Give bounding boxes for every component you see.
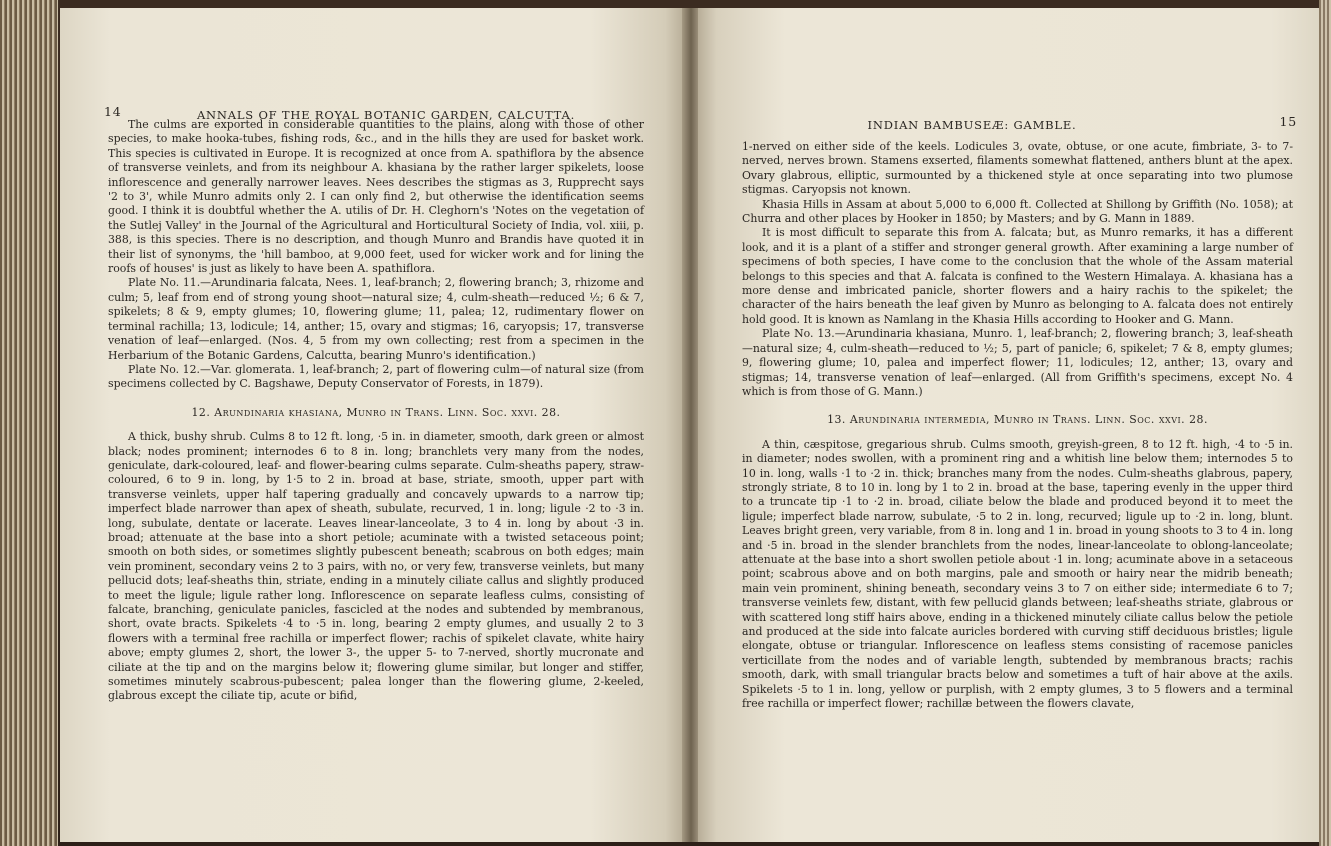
right-page [698, 8, 1321, 842]
species-heading-12: 12. Arundinaria khasiana, Munro in Trans. Linn. Soc. xxvi. 28. [191, 405, 561, 419]
species-heading-13: 13. Arundinaria intermedia, Munro in Trans. Linn. Soc. xxvi. 28. [827, 413, 1208, 427]
right-running-title: INDIAN BAMBUSEÆ: GAMBLE. [867, 118, 1077, 132]
right-paragraph-2: Khasia Hills in Assam at about 5,000 to 6,000 ft. Collected at Shillong by Griffith (No. 1058); at Churra and other places by Hooker in 1850; by Masters; and by G. Mann in 1889. [742, 197, 1293, 226]
right-body-text [742, 140, 1293, 711]
left-plate-12: Plate No. 12.—Var. glomerata. 1, leaf-branch; 2, part of flowering culm—of natural size (from specimens collected by C. Bagshawe, Deputy Conservator of Forests, in 1879). [108, 362, 644, 391]
left-plate-11: Plate No. 11.—Arundinaria falcata, Nees. 1, leaf-branch; 2, flowering branch; 3, rhizome and culm; 5, leaf from end of strong young shoot—natural size; 4, culm-sheath—reduced ½; 6 & 7, spikelets; 8 & 9, empty glumes; 10, flowering glume; 11, palea; 12, rudimentary flower on terminal rachilla; 13, lodicule; 14, anther; 15, ovary and stigmas; 16, caryopsis; 17, transverse venation of leaf—enlarged. (Nos. 4, 5 from my own collecting; rest from a specimen in the Herbarium of the Botanic Gardens, Calcutta, bearing Munro's identification.) [108, 276, 644, 362]
page-edges-left [0, 0, 58, 846]
left-body-text [108, 118, 644, 704]
left-page [60, 8, 684, 842]
page-edges-right [1319, 0, 1331, 846]
right-folio: 15 [1279, 114, 1297, 129]
right-paragraph-1: 1-nerved on either side of the keels. Lodicules 3, ovate, obtuse, or one acute, fimbriate, 3- to 7-nerved, nerves brown. Stamens exserted, filaments somewhat flattened, anthers blunt at the apex. Ovary glabrous, elliptic, surmounted by a thickened style at once separating into two plumose stigmas. Caryopsis not known. [742, 140, 1293, 197]
right-description: A thin, cæspitose, gregarious shrub. Culms smooth, greyish-green, 8 to 12 ft. high, ·4 to ·5 in. in diameter; nodes swollen, with a prominent ring and a whitish line below them; internodes 5 to 10 in. long, walls ·1 to ·2 in. thick; branches many from the nodes. Culm-sheaths glabrous, papery, strongly striate, 8 to 10 in. long by 1 to 2 in. broad at the base, tapering evenly in the upper third to a truncate tip ·1 to ·2 in. broad, ciliate below the blade and produced beyond it to meet the ligule; imperfect blade narrow, subulate, ·5 to 2 in. long, recurved; ligule up to ·2 in. long, blunt. Leaves bright green, very variable, from 8 in. long and 1 in. broad in young shoots to 3 to 4 in. long and ·5 in. broad in the slender branchlets from the nodes, linear-lanceolate to oblong-lanceolate; attenuate at the base into a short swollen petiole about ·1 in. long; acuminate above in a setaceous point; scabrous above and on both margins, pale and smooth or hairy near the midrib beneath; main vein prominent, shining beneath, secondary veins 3 to 7 on either side; intermediate 6 to 7; transverse veinlets few, distant, with few pellucid glands between; leaf-sheaths striate, glabrous or with scattered long stiff hairs above, ending in a thickened minutely ciliate callus below the petiole and produced at the side into falcate auricles bordered with curving stiff deciduous bristles; ligule elongate, obtuse or triangular. Inflorescence on leafless stems consisting of racemose panicles verticillate from the nodes and of variable length, subtended by membranous bracts; rachis smooth, dark, with small triangular bracts below and sometimes a tuft of hair above at the axils. Spikelets ·5 to 1 in. long, yellow or purplish, with 2 empty glumes, 3 to 5 flowers and a terminal free rachilla or imperfect flower; rachillæ between the flowers clavate, [742, 437, 1293, 711]
left-description: A thick, bushy shrub. Culms 8 to 12 ft. long, ·5 in. in diameter, smooth, dark green or almost black; nodes prominent; internodes 6 to 8 in. long; branchlets very many from the nodes, geniculate, dark-coloured, leaf- and flower-bearing culms separate. Culm-sheaths papery, straw-coloured, 6 to 9 in. long, by 1·5 to 2 in. broad at base, striate, smooth, upper part with transverse veinlets, upper half tapering gradually and concavely upwards to a narrow tip; imperfect blade narrower than apex of sheath, subulate, recurved, 1 in. long; ligule ·2 to ·3 in. long, subulate, dentate or lacerate. Leaves linear-lanceolate, 3 to 4 in. long by about ·3 in. broad; attenuate at the base into a short petiole; acuminate with a twisted setaceous point; smooth on both sides, or sometimes slightly pubescent beneath; scabrous on both edges; main vein prominent, secondary veins 2 to 3 pairs, with no, or very few, transverse veinlets, but many pellucid dots; leaf-sheaths thin, striate, ending in a minutely ciliate callus and slightly produced to meet the ligule; ligule rather long. Inflorescence on separate leafless culms, consisting of falcate, branching, geniculate panicles, fascicled at the nodes and subtended by membranous, short, ovate bracts. Spikelets ·4 to ·5 in. long, bearing 2 empty glumes, and usually 2 to 3 flowers with a terminal free rachilla or imperfect flower; rachis of spikelet clavate, white hairy above; empty glumes 2, short, the lower 3-, the upper 5- to 7-nerved, shortly mucronate and ciliate at the tip and on the margins below it; flowering glume similar, but longer and stiffer, sometimes minutely scabrous-pubescent; palea longer than the flowering glume, 2-keeled, glabrous except the ciliate tip, acute or bifid, [108, 430, 644, 703]
left-folio: 14 [104, 104, 122, 119]
left-running-title: ANNALS OF THE ROYAL BOTANIC GARDEN, CALCUTTA. [196, 108, 576, 122]
right-paragraph-3: It is most difficult to separate this from A. falcata; but, as Munro remarks, it has a different look, and it is a plant of a stiffer and stronger general growth. After examining a large number of specimens of both species, I have come to the conclusion that the whole of the Assam material belongs to this species and that A. falcata is confined to the Western Himalaya. A. khasiana has a more dense and imbricated panicle, shorter flowers and a hairy rachis to the spikelet; the character of the hairs beneath the leaf given by Munro as belonging to A. falcata does not entirely hold good. It is known as Namlang in the Khasia Hills according to Hooker and G. Mann. [742, 226, 1293, 326]
left-paragraph-1: The culms are exported in considerable quantities to the plains, along with those of other species, to make hooka-tubes, fishing rods, &c., and in the hills they are used for basket work. This species is cultivated in Europe. It is recognized at once from A. spathiflora by the absence of transverse veinlets, and from its neighbour A. khasiana by the rather larger spikelets, loose inflorescence and generally narrower leaves. Nees describes the stigmas as 3, Rupprecht says '2 to 3', while Munro admits only 2. I can only find 2, but otherwise the identification seems good. I think it is doubtful whether the A. utilis of Dr. H. Cleghorn's 'Notes on the vegetation of the Sutlej Valley' in the Journal of the Agricultural and Horticultural Society of India, vol. xiii, p. 388, is this species. There is no description, and though Munro and Brandis have quoted it in their list of synonyms, the 'hill bamboo, at 9,000 feet, used for wicker work and for lining the roofs of houses' is just as likely to have been A. spathiflora. [108, 118, 644, 276]
right-plate-13: Plate No. 13.—Arundinaria khasiana, Munro. 1, leaf-branch; 2, flowering branch; 3, leaf-sheath—natural size; 4, culm-sheath—reduced to ½; 5, part of panicle; 6, spikelet; 7 & 8, empty glumes; 9, flowering glume; 10, palea and imperfect flower; 11, lodicules; 12, anther; 13, ovary and stigmas; 14, transverse venation of leaf—enlarged. (All from Griffith's specimens, except No. 4 which is from those of G. Mann.) [742, 327, 1293, 398]
